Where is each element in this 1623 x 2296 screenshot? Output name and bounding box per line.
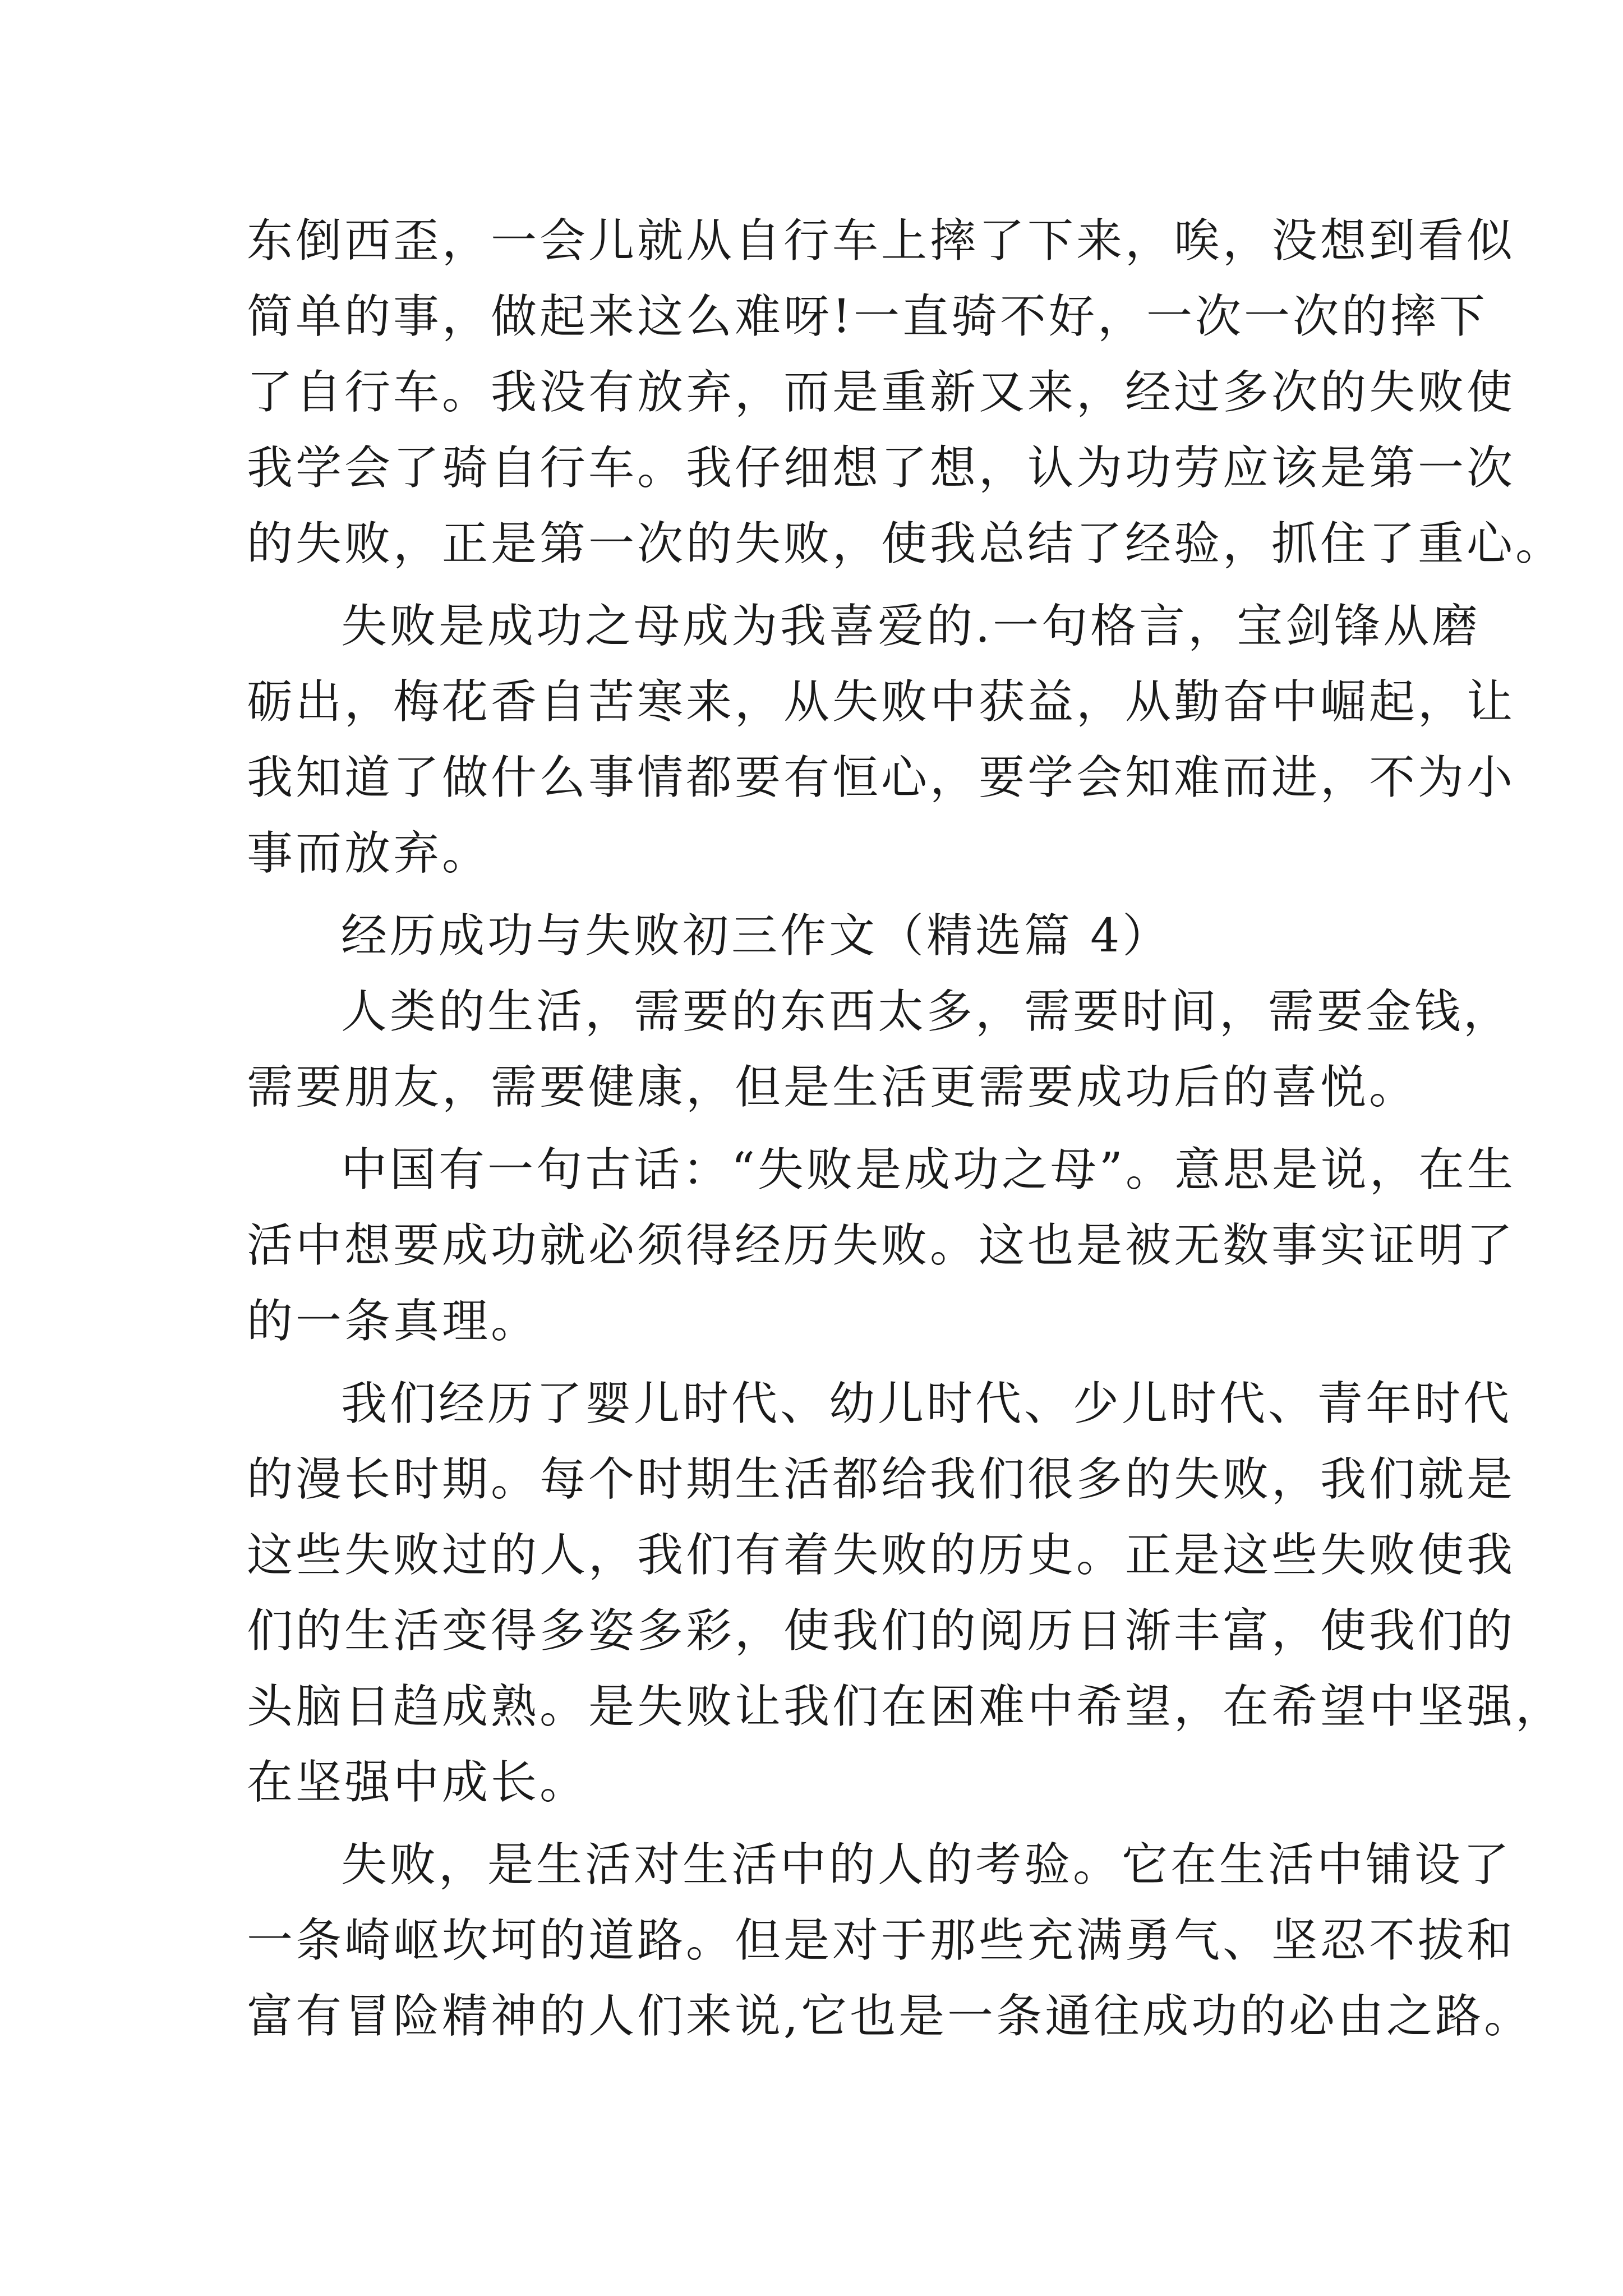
paragraph <box>247 1132 1516 1359</box>
text-line: 在坚强中成长。 <box>247 1756 589 1809</box>
paragraph <box>247 203 1565 582</box>
text-line: 需要朋友，需要健康，但是生活更需要成功后的喜悦。 <box>247 1061 1418 1114</box>
text-line: 失败是成功之母成为我喜爱的.一句格言，宝剑锋从磨 <box>341 600 1481 653</box>
text-line: 我知道了做什么事情都要有恒心，要学会知难而进，不为小 <box>247 751 1516 804</box>
text-line: 了自行车。我没有放弃，而是重新又来，经过多次的失败使 <box>247 366 1516 419</box>
paragraph-gap <box>247 1820 1391 1827</box>
paragraph <box>247 1366 1565 1820</box>
paragraph-gap <box>247 582 1391 588</box>
text-line: 简单的事，做起来这么难呀!一直骑不好，一次一次的摔下 <box>247 290 1488 343</box>
text-line: 人类的生活，需要的东西太多，需要时间，需要金钱， <box>341 985 1513 1038</box>
text-line: 东倒西歪，一会儿就从自行车上摔了下来，唉，没想到看似 <box>247 214 1516 268</box>
text-line: 事而放弃。 <box>247 827 491 880</box>
document-body <box>247 203 1565 2054</box>
text-line: 我们经历了婴儿时代、幼儿时代、少儿时代、青年时代 <box>341 1377 1513 1430</box>
paragraph-gap <box>247 1125 1391 1132</box>
text-line: 们的生活变得多姿多彩，使我们的阅历日渐丰富，使我们的 <box>247 1604 1516 1658</box>
text-line: 头脑日趋成熟。是失败让我们在困难中希望，在希望中坚强， <box>247 1680 1565 1733</box>
paragraph-gap <box>247 891 1391 898</box>
text-line: 活中想要成功就必须得经历失败。这也是被无数事实证明了 <box>247 1219 1516 1272</box>
paragraph <box>247 974 1513 1125</box>
paragraph <box>247 898 1391 974</box>
paragraph-gap <box>247 1359 1391 1366</box>
text-line: 砺出，梅花香自苦寒来，从失败中获益，从勤奋中崛起，让 <box>247 675 1516 729</box>
text-line: 的一条真理。 <box>247 1295 540 1348</box>
text-line: 的失败，正是第一次的失败，使我总结了经验，抓住了重心。 <box>247 517 1565 570</box>
text-line: 经历成功与失败初三作文（精选篇 4） <box>341 909 1172 963</box>
text-line: 我学会了骑自行车。我仔细想了想，认为功劳应该是第一次 <box>247 441 1516 495</box>
text-line: 失败，是生活对生活中的人的考验。它在生活中铺设了 <box>341 1838 1513 1892</box>
text-line: 一条崎岖坎坷的道路。但是对于那些充满勇气、坚忍不拔和 <box>247 1914 1516 1967</box>
text-line: 富有冒险精神的人们来说,它也是一条通往成功的必由之路。 <box>247 1990 1533 2043</box>
paragraph <box>247 588 1516 891</box>
text-line: 这些失败过的人，我们有着失败的历史。正是这些失败使我 <box>247 1529 1516 1582</box>
text-line: 中国有一句古话：“失败是成功之母”。意思是说，在生 <box>341 1143 1516 1197</box>
paragraph <box>247 1827 1533 2054</box>
text-line: 的漫长时期。每个时期生活都给我们很多的失败，我们就是 <box>247 1453 1516 1506</box>
